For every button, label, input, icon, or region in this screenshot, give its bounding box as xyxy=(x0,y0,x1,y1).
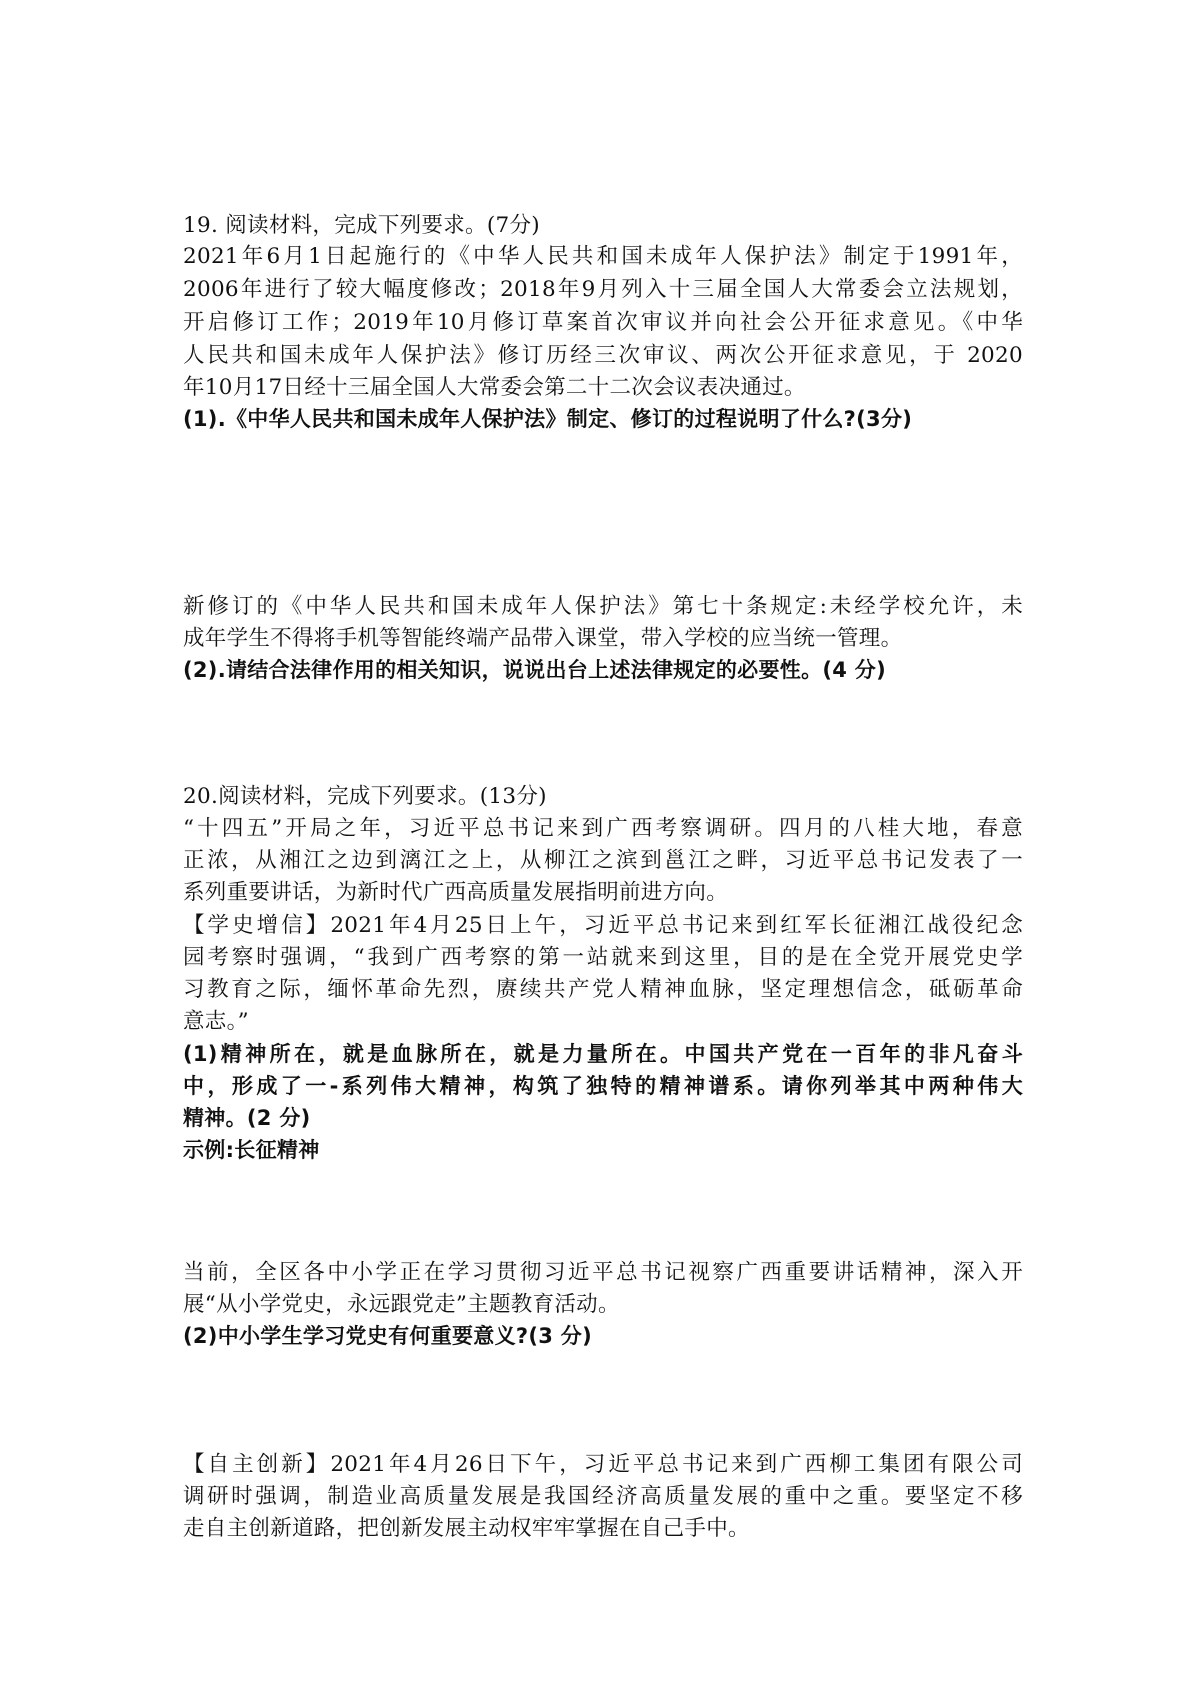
q20-innovation-line-1: 【自主创新】2021年4月26日下午，习近平总书记来到广西柳工集团有限公司 xyxy=(183,1452,1023,1477)
q20-sub-question-1-line-2: 中，形成了一-系列伟大精神，构筑了独特的精神谱系。请你列举其中两种伟大 xyxy=(183,1074,1023,1098)
q20-history-line-2: 园考察时强调，“我到广西考察的第一站就来到这里，目的是在全党开展党史学 xyxy=(183,945,1023,970)
q19-material-line-4: 人民共和国未成年人保护法》修订历经三次审议、两次公开征求意见，于 2020 xyxy=(183,343,1023,368)
q20-intro-line-3: 系列重要讲话，为新时代广西高质量发展指明前进方向。 xyxy=(183,880,729,905)
q20-sub-question-1-line-1: (1)精神所在，就是血脉所在，就是力量所在。中国共产党在一百年的非凡奋斗 xyxy=(183,1042,1023,1066)
q19-material2-line-2: 成年学生不得将手机等智能终端产品带入课堂，带入学校的应当统一管理。 xyxy=(183,626,903,651)
q20-intro-line-2: 正浓，从湘江之边到漓江之上，从柳江之滨到邕江之畔，习近平总书记发表了一 xyxy=(183,848,1023,873)
q20-current-line-2: 展“从小学党史，永远跟党走”主题教育活动。 xyxy=(183,1292,620,1317)
q19-material-line-3: 开启修订工作；2019年10月修订草案首次审议并向社会公开征求意见。《中华 xyxy=(183,310,1023,335)
q19-sub-question-1: (1).《中华人民共和国未成年人保护法》制定、修订的过程说明了什么?(3分) xyxy=(183,407,913,431)
q19-heading: 19. 阅读材料，完成下列要求。(7分) xyxy=(183,213,540,238)
q20-history-line-4: 意志。” xyxy=(183,1009,249,1034)
q20-innovation-line-2: 调研时强调，制造业高质量发展是我国经济高质量发展的重中之重。要坚定不移 xyxy=(183,1484,1023,1509)
q20-current-line-1: 当前，全区各中小学正在学习贯彻习近平总书记视察广西重要讲话精神，深入开 xyxy=(183,1260,1023,1285)
q20-sub-question-1-line-3: 精神。(2 分) xyxy=(183,1106,311,1130)
q19-material-line-5: 年10月17日经十三届全国人大常委会第二十二次会议表决通过。 xyxy=(183,375,806,400)
q20-example: 示例:长征精神 xyxy=(183,1138,320,1162)
q20-intro-line-1: “十四五”开局之年，习近平总书记来到广西考察调研。四月的八桂大地，春意 xyxy=(183,816,1023,841)
q20-innovation-line-3: 走自主创新道路，把创新发展主动权牢牢掌握在自己手中。 xyxy=(183,1516,750,1541)
q20-sub-question-2: (2)中小学生学习党史有何重要意义?(3 分) xyxy=(183,1324,593,1348)
q20-history-line-1: 【学史增信】2021年4月25日上午，习近平总书记来到红军长征湘江战役纪念 xyxy=(183,913,1023,938)
q19-sub-question-2: (2).请结合法律作用的相关知识，说说出台上述法律规定的必要性。(4 分) xyxy=(183,658,886,682)
q20-heading: 20.阅读材料，完成下列要求。(13分) xyxy=(183,784,547,809)
q19-material2-line-1: 新修订的《中华人民共和国未成年人保护法》第七十条规定:未经学校允许，未 xyxy=(183,594,1023,619)
q19-material-line-1: 2021年6月1日起施行的《中华人民共和国未成年人保护法》制定于1991年， xyxy=(183,244,1023,269)
q20-history-line-3: 习教育之际，缅怀革命先烈，赓续共产党人精神血脉，坚定理想信念，砥砺革命 xyxy=(183,977,1023,1002)
q19-material-line-2: 2006年进行了较大幅度修改；2018年9月列入十三届全国人大常委会立法规划， xyxy=(183,277,1023,302)
